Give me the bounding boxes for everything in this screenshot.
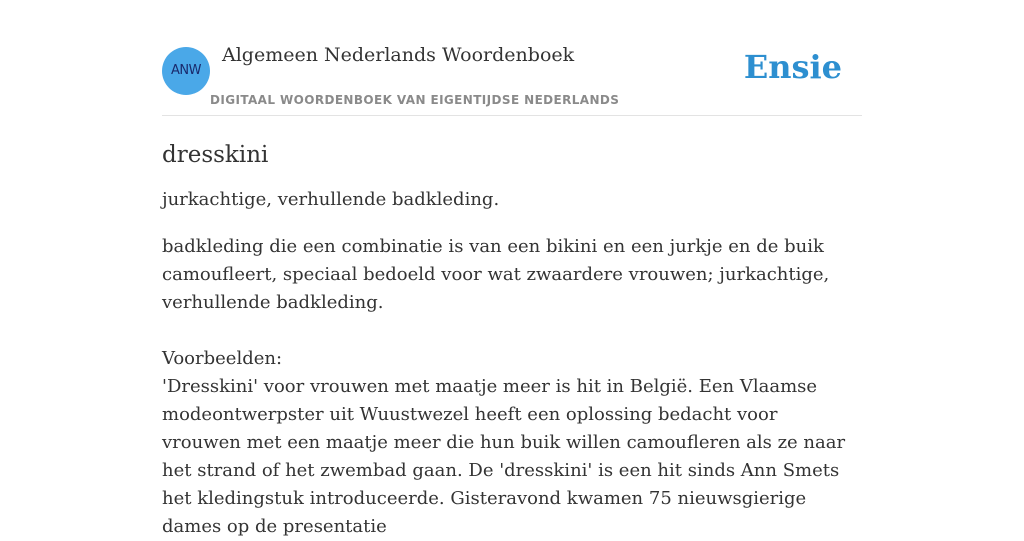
entry-content bbox=[162, 116, 862, 541]
example-text: 'Dresskini' voor vrouwen met maatje meer is hit in België. Een Vlaamse modeontwerpster uit Wuustwezel heeft een oplossing bedacht voor vrouwen met een maatje meer die hun buik willen camoufleren als ze naar het strand of het zwembad gaan. De 'dresskini' is een hit sinds Ann Smets het kledingstuk introduceerde. Gisteravond kwamen 75 nieuwsgierige dames op de presentatie bbox=[162, 376, 846, 537]
short-definition: jurkachtige, verhullende badkleding. bbox=[162, 189, 500, 210]
long-definition: badkleding die een combinatie is van een bikini en een jurkje en de buik camoufleert, speciaal bedoeld voor wat zwaardere vrouwen; jurkachtige, verhullende badkleding. bbox=[162, 236, 830, 313]
anw-logo[interactable]: ANW bbox=[162, 47, 210, 95]
site-title[interactable]: Algemeen Nederlands Woordenboek bbox=[222, 44, 575, 66]
site-subtitle: DIGITAAL WOORDENBOEK VAN EIGENTIJDSE NEDERLANDS bbox=[210, 93, 620, 107]
ensie-brand-logo[interactable]: Ensie bbox=[743, 48, 842, 86]
examples-label: Voorbeelden: bbox=[162, 348, 283, 369]
entry-headword: dresskini bbox=[162, 142, 269, 168]
site-header bbox=[162, 0, 862, 116]
